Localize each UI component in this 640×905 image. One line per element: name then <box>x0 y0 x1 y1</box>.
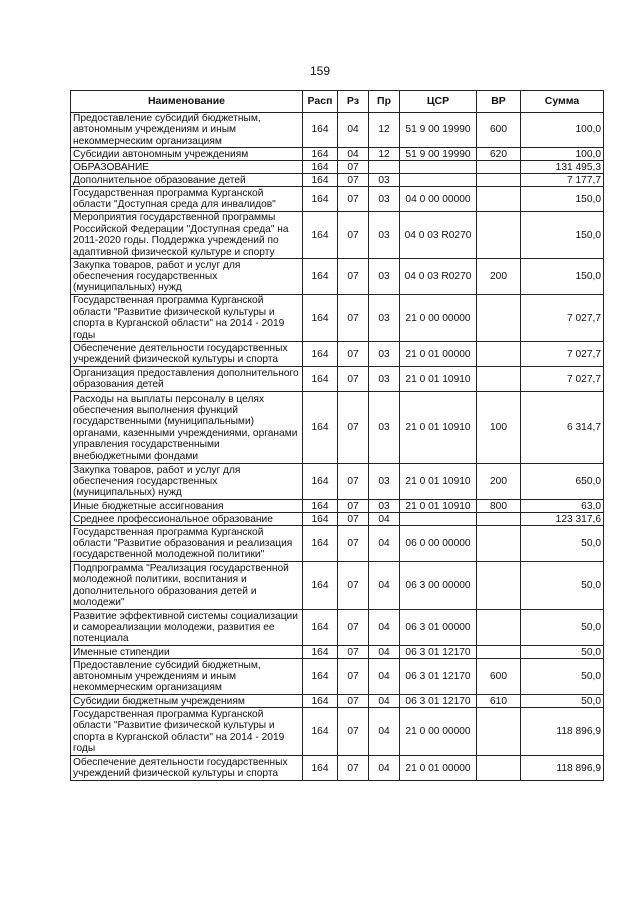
cell-name: Предоставление субсидий бюджетным, автономным учреждениям и иным некоммерческим организациям <box>71 659 303 695</box>
cell-name: Организация предоставления дополнительного образования детей <box>71 367 303 392</box>
table-row <box>71 756 604 781</box>
cell-name: Обеспечение деятельности государственных учреждений физической культуры и спорта <box>71 342 303 367</box>
cell-rz: 07 <box>338 187 369 212</box>
table-row <box>71 562 604 610</box>
cell-name: ОБРАЗОВАНИЕ <box>71 161 303 174</box>
cell-csr <box>400 161 477 174</box>
cell-rasp: 164 <box>303 610 338 646</box>
cell-csr: 21 0 00 00000 <box>400 295 477 342</box>
table-body <box>71 113 604 781</box>
cell-name: Государственная программа Курганской области "Развитие физической культуры и спорта в Курганской области" на 2014 - 2019 годы <box>71 295 303 342</box>
cell-vr: 600 <box>477 659 521 695</box>
cell-vr <box>477 610 521 646</box>
cell-rasp: 164 <box>303 392 338 464</box>
cell-csr: 06 3 00 00000 <box>400 562 477 610</box>
table-row <box>71 161 604 174</box>
cell-name: Предоставление субсидий бюджетным, автономным учреждениям и иным некоммерческим организациям <box>71 113 303 148</box>
cell-rasp: 164 <box>303 562 338 610</box>
cell-sum: 50,0 <box>521 659 604 695</box>
table-row <box>71 695 604 708</box>
cell-csr: 21 0 01 10910 <box>400 367 477 392</box>
table-row <box>71 708 604 756</box>
cell-rz: 07 <box>338 212 369 259</box>
cell-pr: 03 <box>369 500 400 513</box>
cell-vr <box>477 212 521 259</box>
cell-rz: 07 <box>338 464 369 500</box>
cell-name: Субсидии автономным учреждениям <box>71 148 303 161</box>
cell-pr: 03 <box>369 174 400 187</box>
cell-csr: 21 0 01 10910 <box>400 392 477 464</box>
cell-sum: 50,0 <box>521 695 604 708</box>
cell-pr: 03 <box>369 295 400 342</box>
cell-vr <box>477 367 521 392</box>
header-vr: ВР <box>477 91 521 113</box>
cell-pr: 04 <box>369 513 400 526</box>
table-row <box>71 464 604 500</box>
cell-vr <box>477 187 521 212</box>
cell-vr: 610 <box>477 695 521 708</box>
cell-csr: 06 3 01 12170 <box>400 659 477 695</box>
header-sum: Сумма <box>521 91 604 113</box>
cell-sum: 7 027,7 <box>521 367 604 392</box>
cell-csr: 04 0 03 R0270 <box>400 212 477 259</box>
table-header-row <box>71 91 604 113</box>
cell-csr: 06 3 01 12170 <box>400 646 477 659</box>
cell-rasp: 164 <box>303 342 338 367</box>
cell-name: Подпрограмма "Реализация государственной молодежной политики, воспитания и дополнительного образования детей и молодежи" <box>71 562 303 610</box>
cell-vr <box>477 161 521 174</box>
cell-rz: 07 <box>338 526 369 562</box>
table-row <box>71 526 604 562</box>
cell-vr <box>477 708 521 756</box>
cell-name: Развитие эффективной системы социализации и самореализации молодежи, развития ее потенциала <box>71 610 303 646</box>
cell-vr: 100 <box>477 392 521 464</box>
cell-vr <box>477 526 521 562</box>
cell-name: Мероприятия государственной программы Российской Федерации "Доступная среда" на 2011-2020 годы. Поддержка учреждений по адаптивной физической культуре и спорту <box>71 212 303 259</box>
cell-rz: 07 <box>338 708 369 756</box>
table-row <box>71 659 604 695</box>
cell-pr: 03 <box>369 187 400 212</box>
cell-pr: 04 <box>369 659 400 695</box>
table-row <box>71 295 604 342</box>
cell-csr: 06 0 00 00000 <box>400 526 477 562</box>
cell-rasp: 164 <box>303 708 338 756</box>
table-row <box>71 513 604 526</box>
table-row <box>71 174 604 187</box>
cell-rasp: 164 <box>303 148 338 161</box>
cell-rz: 07 <box>338 367 369 392</box>
cell-pr: 04 <box>369 610 400 646</box>
cell-pr: 04 <box>369 562 400 610</box>
cell-pr: 04 <box>369 708 400 756</box>
cell-sum: 50,0 <box>521 526 604 562</box>
cell-sum: 7 027,7 <box>521 342 604 367</box>
cell-rz: 07 <box>338 659 369 695</box>
cell-name: Государственная программа Курганской области "Развитие образования и реализация государственной молодежной политики" <box>71 526 303 562</box>
cell-vr <box>477 562 521 610</box>
cell-rz: 07 <box>338 513 369 526</box>
cell-rz: 07 <box>338 161 369 174</box>
cell-csr: 21 0 01 10910 <box>400 500 477 513</box>
cell-vr <box>477 174 521 187</box>
cell-vr: 200 <box>477 259 521 295</box>
table-row <box>71 113 604 148</box>
cell-csr <box>400 513 477 526</box>
cell-pr <box>369 161 400 174</box>
cell-rasp: 164 <box>303 513 338 526</box>
cell-name: Среднее профессиональное образование <box>71 513 303 526</box>
cell-rasp: 164 <box>303 174 338 187</box>
cell-rz: 07 <box>338 646 369 659</box>
cell-vr <box>477 295 521 342</box>
cell-csr: 06 3 01 00000 <box>400 610 477 646</box>
cell-pr: 03 <box>369 342 400 367</box>
cell-pr: 04 <box>369 526 400 562</box>
cell-rz: 04 <box>338 113 369 148</box>
cell-rz: 07 <box>338 342 369 367</box>
cell-rasp: 164 <box>303 500 338 513</box>
page-number: 159 <box>309 64 331 78</box>
cell-sum: 150,0 <box>521 187 604 212</box>
cell-vr <box>477 756 521 781</box>
cell-rz: 07 <box>338 259 369 295</box>
cell-vr: 200 <box>477 464 521 500</box>
cell-pr: 12 <box>369 113 400 148</box>
cell-sum: 150,0 <box>521 259 604 295</box>
cell-pr: 04 <box>369 756 400 781</box>
cell-csr: 06 3 01 12170 <box>400 695 477 708</box>
cell-pr: 04 <box>369 695 400 708</box>
cell-rz: 07 <box>338 500 369 513</box>
cell-sum: 50,0 <box>521 562 604 610</box>
cell-rasp: 164 <box>303 295 338 342</box>
cell-sum: 118 896,9 <box>521 708 604 756</box>
table-row <box>71 367 604 392</box>
cell-name: Субсидии бюджетным учреждениям <box>71 695 303 708</box>
cell-csr: 51 9 00 19990 <box>400 148 477 161</box>
table-row <box>71 148 604 161</box>
table-row <box>71 342 604 367</box>
cell-csr: 21 0 01 00000 <box>400 342 477 367</box>
cell-rasp: 164 <box>303 695 338 708</box>
cell-csr: 21 0 00 00000 <box>400 708 477 756</box>
cell-name: Обеспечение деятельности государственных учреждений физической культуры и спорта <box>71 756 303 781</box>
table-row <box>71 500 604 513</box>
cell-name: Государственная программа Курганской области "Развитие физической культуры и спорта в Курганской области" на 2014 - 2019 годы <box>71 708 303 756</box>
cell-vr <box>477 646 521 659</box>
cell-vr: 620 <box>477 148 521 161</box>
header-rasp: Расп <box>303 91 338 113</box>
cell-sum: 100,0 <box>521 148 604 161</box>
cell-name: Закупка товаров, работ и услуг для обеспечения государственных (муниципальных) нужд <box>71 259 303 295</box>
cell-vr: 600 <box>477 113 521 148</box>
table-row <box>71 392 604 464</box>
cell-name: Именные стипендии <box>71 646 303 659</box>
cell-sum: 100,0 <box>521 113 604 148</box>
table-row <box>71 187 604 212</box>
cell-sum: 150,0 <box>521 212 604 259</box>
cell-sum: 7 027,7 <box>521 295 604 342</box>
cell-sum: 7 177,7 <box>521 174 604 187</box>
cell-csr: 21 0 01 10910 <box>400 464 477 500</box>
cell-name: Иные бюджетные ассигнования <box>71 500 303 513</box>
cell-rasp: 164 <box>303 646 338 659</box>
cell-sum: 123 317,6 <box>521 513 604 526</box>
cell-name: Расходы на выплаты персоналу в целях обеспечения выполнения функций государственными (муниципальными) органами, казенными учреждениями, органами управления государственными внебюджетными фондами <box>71 392 303 464</box>
cell-csr: 21 0 01 00000 <box>400 756 477 781</box>
header-rz: Рз <box>338 91 369 113</box>
cell-pr: 03 <box>369 259 400 295</box>
cell-rasp: 164 <box>303 187 338 212</box>
table-row <box>71 646 604 659</box>
cell-name: Дополнительное образование детей <box>71 174 303 187</box>
cell-rasp: 164 <box>303 161 338 174</box>
cell-rz: 07 <box>338 562 369 610</box>
cell-pr: 03 <box>369 392 400 464</box>
cell-csr <box>400 174 477 187</box>
cell-rz: 07 <box>338 695 369 708</box>
cell-vr <box>477 342 521 367</box>
cell-rz: 07 <box>338 295 369 342</box>
cell-rz: 07 <box>338 174 369 187</box>
cell-rasp: 164 <box>303 464 338 500</box>
cell-pr: 03 <box>369 367 400 392</box>
cell-rz: 07 <box>338 756 369 781</box>
cell-rasp: 164 <box>303 259 338 295</box>
cell-sum: 50,0 <box>521 610 604 646</box>
cell-rasp: 164 <box>303 367 338 392</box>
cell-rasp: 164 <box>303 212 338 259</box>
cell-rz: 07 <box>338 610 369 646</box>
cell-sum: 6 314,7 <box>521 392 604 464</box>
header-pr: Пр <box>369 91 400 113</box>
header-name: Наименование <box>71 91 303 113</box>
cell-pr: 04 <box>369 646 400 659</box>
cell-vr <box>477 513 521 526</box>
table-row <box>71 610 604 646</box>
table-row <box>71 259 604 295</box>
cell-rasp: 164 <box>303 526 338 562</box>
header-csr: ЦСР <box>400 91 477 113</box>
budget-table <box>70 90 604 781</box>
cell-rasp: 164 <box>303 113 338 148</box>
cell-sum: 50,0 <box>521 646 604 659</box>
cell-csr: 51 9 00 19990 <box>400 113 477 148</box>
cell-rasp: 164 <box>303 659 338 695</box>
cell-csr: 04 0 00 00000 <box>400 187 477 212</box>
cell-pr: 03 <box>369 464 400 500</box>
cell-sum: 131 495,3 <box>521 161 604 174</box>
cell-name: Закупка товаров, работ и услуг для обеспечения государственных (муниципальных) нужд <box>71 464 303 500</box>
cell-rasp: 164 <box>303 756 338 781</box>
cell-sum: 650,0 <box>521 464 604 500</box>
cell-vr: 800 <box>477 500 521 513</box>
cell-pr: 03 <box>369 212 400 259</box>
cell-sum: 63,0 <box>521 500 604 513</box>
cell-sum: 118 896,9 <box>521 756 604 781</box>
table-row <box>71 212 604 259</box>
cell-rz: 04 <box>338 148 369 161</box>
cell-name: Государственная программа Курганской области "Доступная среда для инвалидов" <box>71 187 303 212</box>
cell-rz: 07 <box>338 392 369 464</box>
cell-csr: 04 0 03 R0270 <box>400 259 477 295</box>
cell-pr: 12 <box>369 148 400 161</box>
